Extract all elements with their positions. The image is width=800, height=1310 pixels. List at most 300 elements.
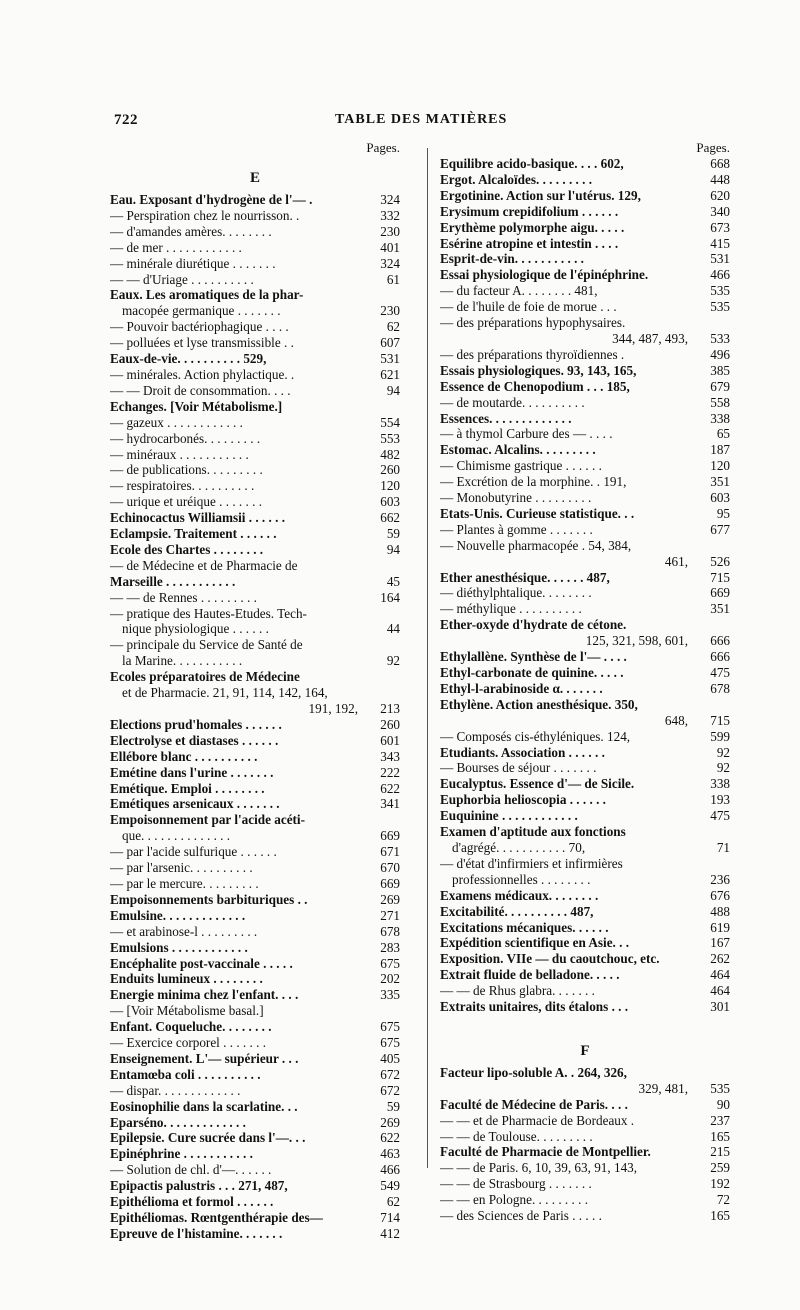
entry-page: 554 <box>380 414 400 430</box>
entry-text: — — de Paris. 6, 10, 39, 63, 91, 143, <box>440 1160 638 1176</box>
entry-page: 715 <box>710 712 730 728</box>
index-entry <box>440 1192 730 1208</box>
index-entry <box>110 542 400 558</box>
entry-page: 120 <box>380 478 400 494</box>
entry-text: — [Voir Métabolisme basal.] <box>110 1003 264 1019</box>
entry-text: Eclampsie. Traitement . . . . . . <box>110 526 277 542</box>
entry-page: 269 <box>380 891 400 907</box>
entry-page: 351 <box>710 601 730 617</box>
index-entry <box>110 733 400 749</box>
index-entry <box>440 1081 730 1097</box>
entry-text: — Solution de chl. d'—. . . . . . <box>110 1162 272 1178</box>
index-entry <box>110 1226 400 1242</box>
entry-text: Eparséno. . . . . . . . . . . . . <box>110 1114 246 1130</box>
entry-text: Ethylène. Action anesthésique. 350, <box>440 696 638 712</box>
entry-text: Elections prud'homales . . . . . . <box>110 716 282 732</box>
entry-page: 531 <box>380 351 400 367</box>
entry-text: Encéphalite post-vaccinale . . . . . <box>110 955 293 971</box>
entry-text: — diéthylphtalique. . . . . . . . <box>440 585 592 601</box>
index-entry <box>440 474 730 490</box>
entry-text: — des préparations thyroïdiennes . <box>440 346 625 362</box>
entry-page: 535 <box>710 283 730 299</box>
entry-text: — de l'huile de foie de morue . . . <box>440 299 617 315</box>
index-entry <box>440 776 730 792</box>
entry-page: 94 <box>386 382 400 398</box>
entry-text: Enseignement. L'— supérieur . . . <box>110 1050 299 1066</box>
index-entry <box>110 478 400 494</box>
pages-label: Pages. <box>696 140 730 155</box>
index-entry <box>110 669 400 685</box>
entry-page: 607 <box>380 335 400 351</box>
entry-text: Eucalyptus. Essence d'— de Sicile. <box>440 776 635 792</box>
index-entry <box>110 908 400 924</box>
entry-text: Faculté de Médecine de Paris. . . . <box>440 1096 628 1112</box>
entry-page: 62 <box>386 319 400 335</box>
entry-page: 415 <box>710 235 730 251</box>
entry-text: — — de Rennes . . . . . . . . . <box>110 589 257 605</box>
index-entry <box>110 1146 400 1162</box>
index-entry <box>440 251 730 267</box>
entry-text: Emulsions . . . . . . . . . . . . <box>110 939 248 955</box>
index-entry <box>440 347 730 363</box>
entry-text: Essai physiologique de l'épinéphrine. <box>440 267 649 283</box>
index-entry <box>440 204 730 220</box>
entry-page: 535 <box>710 1080 730 1096</box>
entry-page: 71 <box>716 839 730 855</box>
entry-text: — — et de Pharmacie de Bordeaux . <box>440 1112 635 1128</box>
index-entry <box>110 574 400 590</box>
index-entry <box>110 510 400 526</box>
index-entry <box>440 665 730 681</box>
entry-text: — des préparations hypophysaires. <box>440 315 626 331</box>
index-entry <box>110 462 400 478</box>
entry-text: 344, 487, 493, <box>612 330 688 346</box>
entry-text: — par le mercure. . . . . . . . . <box>110 875 259 891</box>
index-entry <box>440 713 730 729</box>
entry-text: Epipactis palustris . . . 271, 487, <box>110 1178 288 1194</box>
entry-text: Emulsine. . . . . . . . . . . . . <box>110 907 246 923</box>
entry-page: 193 <box>710 792 730 808</box>
entry-text: Emétine dans l'urine . . . . . . . <box>110 764 274 780</box>
index-entry <box>110 1178 400 1194</box>
entry-text: Enfant. Coqueluche. . . . . . . . <box>110 1019 272 1035</box>
entry-text: — à thymol Carbure des — . . . . <box>440 426 613 442</box>
entry-page: 187 <box>710 442 730 458</box>
entry-page: 45 <box>386 573 400 589</box>
index-entry <box>440 649 730 665</box>
index-entry <box>440 888 730 904</box>
entry-text: 191, 192, <box>308 701 358 716</box>
index-entry <box>440 395 730 411</box>
index-entry <box>440 490 730 506</box>
index-entry <box>110 621 400 637</box>
entry-text: Essences. . . . . . . . . . . . . <box>440 410 572 426</box>
entry-page: 236 <box>710 871 730 887</box>
index-entry <box>440 172 730 188</box>
entry-page: 666 <box>710 649 730 665</box>
index-entry-list <box>110 192 400 1242</box>
entry-text: — dispar. . . . . . . . . . . . . <box>110 1082 241 1098</box>
entry-page: 283 <box>380 939 400 955</box>
entry-text: — Chimisme gastrique . . . . . . <box>440 458 602 474</box>
page-number: 722 <box>114 112 138 128</box>
entry-text: Energie minima chez l'enfant. . . . <box>110 987 299 1003</box>
entry-page: 401 <box>380 239 400 255</box>
entry-text: Epreuve de l'histamine. . . . . . . <box>110 1225 283 1241</box>
index-entry <box>440 872 730 888</box>
entry-text: nique physiologique . . . . . . <box>122 621 269 637</box>
entry-text: — — en Pologne. . . . . . . . . <box>440 1192 588 1208</box>
entry-text: Equilibre acido-basique. . . . 602, <box>440 156 624 171</box>
index-entry <box>440 188 730 204</box>
index-entry <box>110 192 400 208</box>
entry-text: Ecoles préparatoires de Médecine <box>110 669 300 685</box>
entry-page: 669 <box>380 875 400 891</box>
entry-page: 619 <box>710 919 730 935</box>
index-entry <box>110 447 400 463</box>
entry-page: 553 <box>380 430 400 446</box>
entry-page: 466 <box>380 1162 400 1178</box>
entry-page: 675 <box>380 1035 400 1051</box>
index-entry <box>440 1208 730 1224</box>
index-entry <box>110 1115 400 1131</box>
entry-text: Essais physiologiques. 93, 143, 165, <box>440 362 637 378</box>
entry-page: 603 <box>380 494 400 510</box>
entry-text: 125, 321, 598, 601, <box>585 633 688 649</box>
entry-text: — Exercice corporel . . . . . . . <box>110 1035 266 1051</box>
entry-text: Eaux. Les aromatiques de la phar- <box>110 287 304 303</box>
entry-page: 675 <box>380 1019 400 1035</box>
index-entry <box>110 415 400 431</box>
entry-text: Emétiques arsenicaux . . . . . . . <box>110 796 280 812</box>
entry-text: Epinéphrine . . . . . . . . . . . <box>110 1146 253 1162</box>
entry-page: 230 <box>380 223 400 239</box>
entry-text: Enduits lumineux . . . . . . . . <box>110 971 263 987</box>
entry-text: Eau. Exposant d'hydrogène de l'— . <box>110 192 313 207</box>
entry-page: 92 <box>716 744 730 760</box>
index-entry <box>110 924 400 940</box>
entry-page: 94 <box>386 541 400 557</box>
entry-text: — Nouvelle pharmacopée . 54, 384, <box>440 537 632 553</box>
entry-text: Essence de Chenopodium . . . 185, <box>440 378 630 394</box>
entry-page: 90 <box>716 1096 730 1112</box>
entry-page: 714 <box>380 1210 400 1225</box>
entry-text: Ethyl-l-arabinoside α. . . . . . . <box>440 680 603 696</box>
entry-text: Exposition. VIIe — du caoutchouc, etc. <box>440 951 660 967</box>
index-entry <box>440 935 730 951</box>
entry-page: 466 <box>710 267 730 283</box>
index-entry <box>440 904 730 920</box>
index-entry <box>110 367 400 383</box>
index-entry <box>440 570 730 586</box>
entry-page: 164 <box>380 589 400 605</box>
entry-page: 44 <box>386 621 400 637</box>
entry-text: Esérine atropine et intestin . . . . <box>440 235 619 251</box>
entry-text: — Composés cis-éthyléniques. 124, <box>440 728 631 744</box>
index-entry <box>440 363 730 379</box>
entry-text: Emétique. Emploi . . . . . . . . <box>110 780 265 796</box>
entry-page: 324 <box>380 255 400 271</box>
entry-text: 329, 481, <box>638 1080 688 1096</box>
entry-text: — Pouvoir bactériophagique . . . . <box>110 319 289 335</box>
index-entry <box>110 860 400 876</box>
entry-text: — de moutarde. . . . . . . . . . <box>440 394 585 410</box>
entry-text: — hydrocarbonés. . . . . . . . . <box>110 430 261 446</box>
entry-text: — — de Strasbourg . . . . . . . <box>440 1176 592 1192</box>
entry-page: 669 <box>380 828 400 844</box>
entry-text: — — d'Uriage . . . . . . . . . . <box>110 271 254 287</box>
entry-page: 464 <box>710 983 730 999</box>
entry-page: 192 <box>710 1176 730 1192</box>
entry-text: Extrait fluide de belladone. . . . . <box>440 967 620 983</box>
index-entry-list <box>440 1065 730 1224</box>
index-entry <box>110 685 400 701</box>
entry-page: 533 <box>710 330 730 346</box>
entry-page: 95 <box>716 505 730 521</box>
entry-page: 448 <box>710 171 730 187</box>
entry-page: 341 <box>380 796 400 812</box>
index-entry <box>440 426 730 442</box>
entry-page: 332 <box>380 207 400 223</box>
entry-page: 482 <box>380 446 400 462</box>
entry-text: Etats-Unis. Curieuse statistique. . . <box>440 505 635 521</box>
index-entry <box>110 701 400 717</box>
entry-text: — de Médecine et de Pharmacie de <box>110 557 298 573</box>
index-entry <box>440 792 730 808</box>
entry-text: Esprit-de-vin. . . . . . . . . . . <box>440 251 584 267</box>
entry-page: 62 <box>386 1194 400 1210</box>
entry-text: — Excrétion de la morphine. . 191, <box>440 474 627 490</box>
entry-text: — par l'arsenic. . . . . . . . . . <box>110 860 253 876</box>
index-entry <box>440 315 730 331</box>
index-entry <box>110 796 400 812</box>
entry-text: Estomac. Alcalins. . . . . . . . . <box>440 442 596 458</box>
entry-text: Epilepsie. Cure sucrée dans l'—. . . <box>110 1130 306 1146</box>
index-entry <box>440 983 730 999</box>
index-entry <box>110 1194 400 1210</box>
index-entry <box>440 1144 730 1160</box>
entry-page: 237 <box>710 1112 730 1128</box>
entry-page: 59 <box>386 526 400 542</box>
right-column <box>440 140 730 1224</box>
entry-text: — par l'acide sulfurique . . . . . . <box>110 844 277 860</box>
entry-page: 301 <box>710 999 730 1015</box>
entry-page: 92 <box>716 760 730 776</box>
running-title: TABLE DES MATIÈRES <box>335 112 508 127</box>
index-entry <box>110 240 400 256</box>
index-entry <box>110 653 400 669</box>
entry-text: professionnelles . . . . . . . . <box>452 871 591 887</box>
index-entry <box>110 781 400 797</box>
entry-page: 558 <box>710 394 730 410</box>
entry-text: que. . . . . . . . . . . . . . <box>122 828 231 844</box>
entry-text: — — Droit de consommation. . . . <box>110 382 291 398</box>
entry-page: 260 <box>380 462 400 478</box>
index-entry <box>440 1097 730 1113</box>
index-entry <box>110 351 400 367</box>
entry-text: Ergotinine. Action sur l'utérus. 129, <box>440 187 641 203</box>
index-entry <box>440 156 730 172</box>
index-entry <box>440 554 730 570</box>
index-entry <box>440 951 730 967</box>
entry-text: — d'état d'infirmiers et infirmières <box>440 855 623 871</box>
left-column <box>110 140 400 1242</box>
index-entry <box>440 760 730 776</box>
index-entry <box>440 1160 730 1176</box>
index-entry <box>440 856 730 872</box>
entry-page: 670 <box>380 860 400 876</box>
index-entry <box>440 920 730 936</box>
index-entry <box>440 601 730 617</box>
column-divider <box>427 148 428 1168</box>
entry-text: Entamœba coli . . . . . . . . . . <box>110 1066 261 1082</box>
index-entry <box>440 1113 730 1129</box>
entry-text: Examens médicaux. . . . . . . . <box>440 887 599 903</box>
entry-text: Empoisonnements barbituriques . . <box>110 891 308 907</box>
entry-page: 59 <box>386 1098 400 1114</box>
entry-page: 715 <box>710 569 730 585</box>
entry-page: 92 <box>386 653 400 669</box>
index-entry <box>110 558 400 574</box>
entry-page: 601 <box>380 732 400 748</box>
entry-page: 259 <box>710 1160 730 1176</box>
entry-text: Etudiants. Association . . . . . . <box>440 744 605 760</box>
entry-text: Erythème polymorphe aigu. . . . . <box>440 219 625 235</box>
entry-text: — polluées et lyse transmissible . . <box>110 335 294 351</box>
entry-text: Expédition scientifique en Asie. . . <box>440 935 630 951</box>
page-header <box>0 112 800 136</box>
index-entry <box>110 844 400 860</box>
entry-text: — pratique des Hautes-Etudes. Tech- <box>110 605 307 621</box>
index-entry <box>440 633 730 649</box>
entry-page: 622 <box>380 780 400 796</box>
entry-text: Epithélioma et formol . . . . . . <box>110 1194 274 1210</box>
entry-page: 666 <box>710 633 730 649</box>
entry-text: Faculté de Pharmacie de Montpellier. <box>440 1144 651 1160</box>
entry-page: 167 <box>710 935 730 951</box>
index-entry <box>440 967 730 983</box>
index-entry <box>440 840 730 856</box>
entry-page: 412 <box>380 1225 400 1241</box>
entry-text: Echanges. [Voir Métabolisme.] <box>110 398 283 414</box>
entry-page: 464 <box>710 967 730 983</box>
entry-text: Eaux-de-vie. . . . . . . . . . 529, <box>110 351 267 367</box>
entry-text: Facteur lipo-soluble A. . 264, 326, <box>440 1064 627 1080</box>
entry-page: 675 <box>380 955 400 971</box>
entry-text: Erysimum crepidifolium . . . . . . <box>440 203 619 219</box>
entry-page: 673 <box>710 219 730 235</box>
index-entry <box>440 585 730 601</box>
index-entry <box>440 1176 730 1192</box>
entry-text: — de mer . . . . . . . . . . . . <box>110 239 242 255</box>
entry-page: 549 <box>380 1178 400 1194</box>
entry-text: d'agrégé. . . . . . . . . . . 70, <box>452 839 586 855</box>
entry-text: la Marine. . . . . . . . . . . <box>122 653 243 669</box>
index-entry-list <box>440 156 730 1015</box>
entry-text: Euphorbia helioscopia . . . . . . <box>440 792 606 808</box>
entry-text: Empoisonnement par l'acide acéti- <box>110 812 305 828</box>
entry-text: — du facteur A. . . . . . . . 481, <box>440 283 598 299</box>
entry-text: — gazeux . . . . . . . . . . . . <box>110 414 243 430</box>
index-entry <box>110 1035 400 1051</box>
entry-page: 679 <box>710 378 730 394</box>
index-entry <box>110 383 400 399</box>
index-entry <box>440 220 730 236</box>
index-entry <box>440 697 730 713</box>
index-entry <box>110 1067 400 1083</box>
index-entry <box>110 1003 400 1019</box>
index-entry <box>110 1210 400 1226</box>
index-entry <box>110 1019 400 1035</box>
index-entry <box>110 303 400 319</box>
entry-text: — Plantes à gomme . . . . . . . <box>440 521 593 537</box>
entry-text: Ecole des Chartes . . . . . . . . <box>110 541 264 557</box>
entry-page: 662 <box>380 510 400 526</box>
entry-text: — principale du Service de Santé de <box>110 637 303 653</box>
entry-text: Examen d'aptitude aux fonctions <box>440 824 626 840</box>
entry-text: — minérales. Action phylactique. . <box>110 366 295 382</box>
index-entry <box>110 256 400 272</box>
entry-page: 603 <box>710 490 730 506</box>
entry-text: Marseille . . . . . . . . . . . <box>110 573 236 589</box>
entry-page: 338 <box>710 410 730 426</box>
index-entry <box>110 956 400 972</box>
index-entry <box>110 590 400 606</box>
entry-text: Euquinine . . . . . . . . . . . . <box>440 808 578 824</box>
entry-page: 475 <box>710 665 730 680</box>
entry-page: 405 <box>380 1050 400 1066</box>
index-entry <box>440 267 730 283</box>
entry-page: 215 <box>710 1144 730 1160</box>
entry-page: 72 <box>716 1192 730 1208</box>
entry-page: 335 <box>380 987 400 1003</box>
entry-page: 671 <box>380 844 400 860</box>
pages-label: Pages. <box>366 140 400 155</box>
entry-page: 672 <box>380 1082 400 1098</box>
entry-page: 202 <box>380 971 400 987</box>
entry-text: Extraits unitaires, dits étalons . . . <box>440 999 629 1015</box>
entry-text: — de publications. . . . . . . . . <box>110 462 263 478</box>
entry-page: 385 <box>710 362 730 378</box>
index-entry <box>440 458 730 474</box>
index-entry <box>110 319 400 335</box>
entry-page: 343 <box>380 748 400 764</box>
entry-text: — Perspiration chez le nourrisson. . <box>110 207 300 223</box>
index-entry <box>110 224 400 240</box>
index-entry <box>110 494 400 510</box>
index-entry <box>110 335 400 351</box>
entry-text: macopée germanique . . . . . . . <box>122 303 281 319</box>
entry-page: 324 <box>380 192 400 207</box>
index-entry <box>440 236 730 252</box>
index-entry <box>440 442 730 458</box>
index-entry <box>110 272 400 288</box>
index-entry <box>110 987 400 1003</box>
index-entry <box>440 331 730 347</box>
index-entry <box>440 808 730 824</box>
index-entry <box>440 1065 730 1081</box>
entry-page: 488 <box>710 903 730 919</box>
entry-text: Ether-oxyde d'hydrate de cétone. <box>440 617 627 633</box>
entry-page: 230 <box>380 303 400 319</box>
index-entry <box>440 538 730 554</box>
index-entry <box>440 506 730 522</box>
entry-text: Ethylallène. Synthèse de l'— . . . . <box>440 649 627 665</box>
entry-text: — minéraux . . . . . . . . . . . <box>110 446 249 462</box>
index-entry <box>440 617 730 633</box>
entry-text: — d'amandes amères. . . . . . . . <box>110 223 272 239</box>
index-entry <box>110 828 400 844</box>
